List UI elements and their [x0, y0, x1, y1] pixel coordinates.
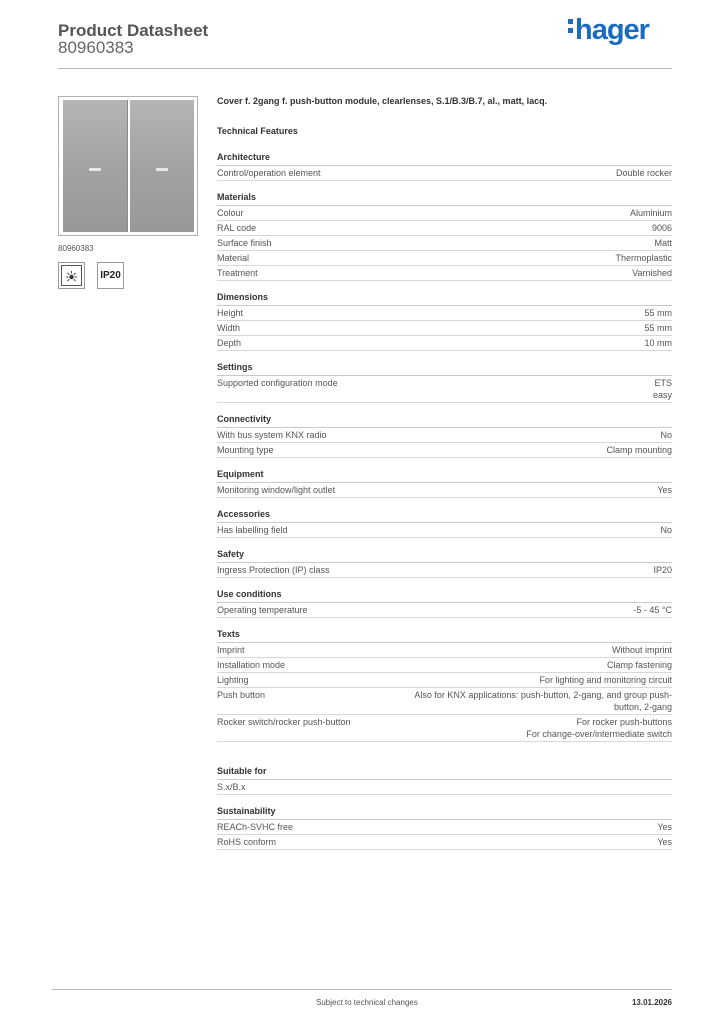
product-description: Cover f. 2gang f. push-button module, clearlenses, S.1/B.3/B.7, al., matt, lacq. — [217, 96, 548, 106]
logo-text: hager — [575, 14, 649, 46]
feature-row — [217, 673, 672, 688]
feature-key: Mounting type — [217, 445, 274, 455]
feature-value: Yes — [657, 822, 672, 832]
feature-value: No — [660, 430, 672, 440]
feature-row — [217, 483, 672, 498]
feature-key: Depth — [217, 338, 242, 348]
feature-key: Width — [217, 323, 241, 333]
feature-key: Treatment — [217, 268, 258, 278]
feature-value: 55 mm — [644, 308, 672, 318]
feature-row — [217, 715, 672, 742]
feature-key: Has labelling field — [217, 525, 288, 535]
feature-row — [217, 835, 672, 850]
feature-key: Push button — [217, 690, 266, 700]
feature-row — [217, 221, 672, 236]
feature-row — [217, 688, 672, 715]
feature-row — [217, 336, 672, 351]
feature-row — [217, 321, 672, 336]
feature-value: Clamp fastening — [606, 660, 672, 670]
feature-row — [217, 306, 672, 321]
ip-rating-badge: IP20 — [97, 262, 124, 289]
feature-key: Lighting — [217, 675, 249, 685]
feature-key: Colour — [217, 208, 244, 218]
footer-divider — [52, 989, 672, 990]
feature-row — [217, 443, 672, 458]
feature-row — [217, 266, 672, 281]
image-caption: 80960383 — [58, 244, 94, 253]
feature-value: For rocker push-buttons For change-over/intermediate switch — [526, 717, 672, 739]
feature-row — [217, 820, 672, 835]
hager-logo — [568, 14, 649, 47]
feature-value: 9006 — [651, 223, 672, 233]
feature-row — [217, 523, 672, 538]
feature-value: Matt — [654, 238, 672, 248]
sustainability-rows — [217, 820, 672, 850]
feature-row — [217, 236, 672, 251]
feature-value: 55 mm — [644, 323, 672, 333]
feature-value: Without imprint — [611, 645, 672, 655]
feature-value: Yes — [657, 837, 672, 847]
technical-content — [217, 96, 672, 850]
section-title: Accessories — [217, 508, 672, 523]
section-title: Dimensions — [217, 291, 672, 306]
feature-value: Also for KNX applications: push-button, 2-gang, and group push- button, 2-gang — [414, 690, 672, 712]
section-title: Use conditions — [217, 588, 672, 603]
feature-value: Double rocker — [615, 168, 672, 178]
feature-row — [217, 166, 672, 181]
feature-key: Supported configuration mode — [217, 378, 338, 388]
section-title: Equipment — [217, 468, 672, 483]
rocker-left — [63, 100, 128, 232]
feature-key: Ingress Protection (IP) class — [217, 565, 330, 575]
section-title: Texts — [217, 628, 672, 643]
product-image — [58, 96, 198, 236]
feature-value: Clamp mounting — [606, 445, 672, 455]
feature-value: Yes — [657, 485, 672, 495]
section-title: Architecture — [217, 151, 672, 166]
feature-key: Installation mode — [217, 660, 286, 670]
feature-key: Control/operation element — [217, 168, 321, 178]
section-title: Settings — [217, 361, 672, 376]
footer-note: Subject to technical changes — [316, 998, 418, 1007]
header-divider — [58, 68, 672, 69]
technical-features-title: Technical Features — [217, 126, 298, 136]
section-title: Safety — [217, 548, 672, 563]
product-code: 80960383 — [58, 38, 134, 57]
feature-key: Imprint — [217, 645, 245, 655]
feature-key: Material — [217, 253, 250, 263]
feature-key: REACh-SVHC free — [217, 822, 294, 832]
logo-dots-icon — [568, 15, 574, 37]
lens-left — [89, 168, 101, 171]
feature-value: For lighting and monitoring circuit — [539, 675, 672, 685]
feature-key: RoHS conform — [217, 837, 277, 847]
feature-value: -5 - 45 °C — [633, 605, 672, 615]
feature-row — [217, 206, 672, 221]
lighting-icon — [58, 262, 85, 289]
feature-key: Rocker switch/rocker push-button — [217, 717, 351, 727]
feature-key: RAL code — [217, 223, 257, 233]
feature-row — [217, 658, 672, 673]
feature-value: Varnished — [632, 268, 672, 278]
feature-key: With bus system KNX radio — [217, 430, 327, 440]
feature-value: Thermoplastic — [615, 253, 672, 263]
feature-value: Aluminium — [629, 208, 672, 218]
feature-row — [217, 643, 672, 658]
section-title: Connectivity — [217, 413, 672, 428]
feature-row — [217, 603, 672, 618]
rocker-right — [130, 100, 194, 232]
page-title: Product Datasheet — [58, 21, 209, 40]
feature-row — [217, 780, 672, 795]
feature-sections — [217, 151, 672, 742]
section-title: Materials — [217, 191, 672, 206]
section-title: Suitable for — [217, 765, 672, 780]
feature-value: No — [660, 525, 672, 535]
feature-value: 10 mm — [644, 338, 672, 348]
feature-row — [217, 428, 672, 443]
feature-key: Operating temperature — [217, 605, 308, 615]
feature-key: S.x/B.x — [217, 782, 246, 792]
feature-value: ETS easy — [652, 378, 672, 400]
feature-row — [217, 251, 672, 266]
feature-key: Surface finish — [217, 238, 272, 248]
feature-row — [217, 563, 672, 578]
footer-date: 13.01.2026 — [631, 998, 672, 1007]
feature-key: Height — [217, 308, 244, 318]
feature-row — [217, 376, 672, 403]
section-title: Sustainability — [217, 805, 672, 820]
lens-right — [156, 168, 168, 171]
feature-value: IP20 — [653, 565, 672, 575]
feature-key: Monitoring window/light outlet — [217, 485, 336, 495]
